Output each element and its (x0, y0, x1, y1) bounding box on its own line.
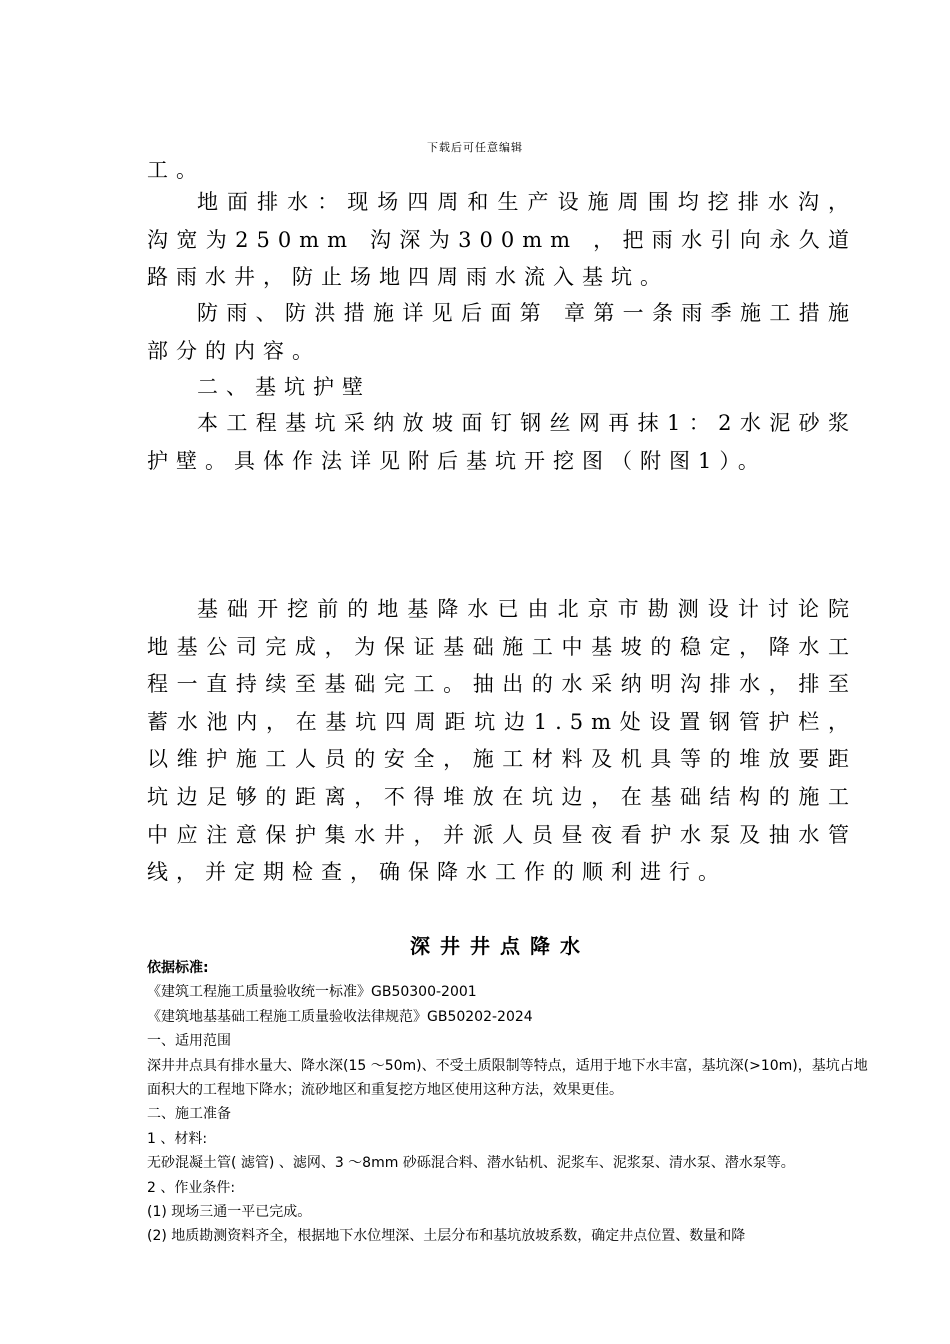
paragraph-continuation: 工。 (147, 158, 205, 182)
standards-label: 依据标准: (147, 960, 209, 976)
standard-item: 《建筑地基基础工程施工质量验收法律规范》GB50202-2024 (147, 1008, 533, 1025)
condition-item: (1) 现场三通一平已完成。 (147, 1204, 312, 1221)
heading-preparation: 二、施工准备 (147, 1106, 231, 1123)
heading-pit-retaining: 二、基坑护壁 (197, 375, 371, 399)
paragraph-scope: 深井井点具有排水量大、降水深(15 ～50m)、不受土质限制等特点，适用于地下水丰富，基坑深(>10m)，基坑占地面积大的工程地下降水；流砂地区和重复挖方地区使用这种方法，效果更佳。 (147, 1057, 868, 1099)
section-title: 深井井点降水 (410, 934, 590, 958)
heading-scope: 一、适用范围 (147, 1033, 231, 1050)
paragraph-pit-retaining: 本工程基坑采纳放坡面钉钢丝网再抹1：2水泥砂浆护壁。具体作法详见附后基坑开挖图（附图1）。 (147, 411, 857, 473)
paragraph-dewatering: 基础开挖前的地基降水已由北京市勘测设计讨论院地基公司完成，为保证基础施工中基坡的稳定，降水工程一直持续至基础完工。抽出的水采纳明沟排水，排至蓄水池内，在基坑四周距坑边1.5m处设置钢管护栏，以维护施工人员的安全，施工材料及机具等的堆放要距坑边足够的距离，不得堆放在坑边，在基础结构的施工中应注意保护集水井，并派人员昼夜看护水泵及抽水管线，并定期检查，确保降水工作的顺利进行。 (147, 597, 857, 885)
standard-item: 《建筑工程施工质量验收统一标准》GB50300-2001 (147, 984, 477, 1001)
condition-item: (2) 地质勘测资料齐全，根据地下水位埋深、土层分布和基坑放坡系数，确定井点位置、数量和降 (147, 1228, 746, 1245)
paragraph-surface-drainage: 地面排水：现场四周和生产设施周围均挖排水沟，沟宽为250mm 沟深为300mm ，把雨水引向永久道路雨水井，防止场地四周雨水流入基坑。 (147, 190, 857, 290)
subheading-materials: 1 、材料: (147, 1130, 208, 1147)
subheading-conditions: 2 、作业条件: (147, 1179, 236, 1196)
paragraph-materials: 无砂混凝土管( 滤管) 、滤网、3 ～8mm 砂砾混合料、潜水钻机、泥浆车、泥浆泵、清水泵、潜水泵等。 (147, 1155, 795, 1172)
section-body (147, 956, 869, 1249)
page-header-note: 下载后可任意编辑 (427, 141, 523, 154)
paragraph-rain-flood-measures: 防雨、防洪措施详见后面第 章第一条雨季施工措施部分的内容。 (147, 301, 857, 363)
